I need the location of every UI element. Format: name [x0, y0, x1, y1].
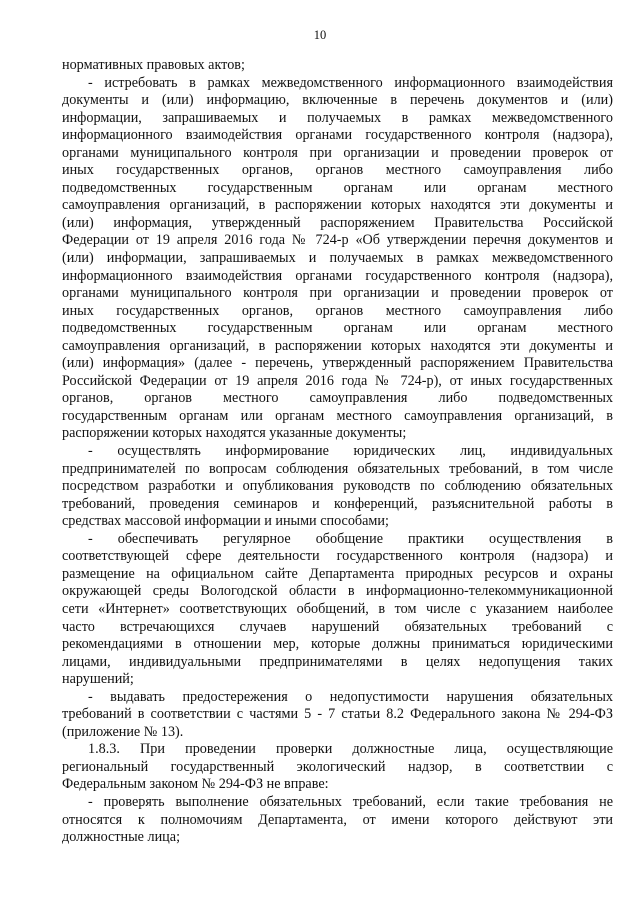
- text-line: - осуществлять информирование юридических лиц, индивидуальных: [88, 443, 613, 460]
- text-line: требований, проведения семинаров и конференций, разъяснительной работы в: [62, 495, 613, 512]
- text-line: органов, органов местного самоуправления либо подведомственных: [62, 390, 613, 407]
- text-line: подведомственных государственным органам или органам местного: [62, 320, 613, 337]
- page-number: 10: [313, 28, 327, 42]
- text-line: региональный государственный экологический надзор, в соответствии с: [62, 758, 613, 775]
- text-line: самоуправления организаций, в распоряжении которых находятся эти документы и: [62, 337, 613, 354]
- text-line: (приложение № 13).: [62, 723, 184, 740]
- text-line: 1.8.3. При проведении проверки должностные лица, осуществляющие: [88, 741, 613, 758]
- text-line: размещение на официальном сайте Департамента природных ресурсов и охраны: [62, 565, 613, 582]
- text-line: лицами, индивидуальными предпринимателями в целях недопущения таких: [62, 653, 613, 670]
- text-line: - обеспечивать регулярное обобщение практики осуществления в: [88, 530, 613, 547]
- text-line: посредством разработки и опубликования руководств по соблюдению обязательных: [62, 478, 613, 495]
- text-line: относятся к полномочиям Департамента, от имени которого действуют эти: [62, 811, 613, 828]
- text-line: (или) информации, запрашиваемых и получаемых в рамках межведомственного: [62, 250, 613, 267]
- text-line: должностные лица;: [62, 829, 181, 846]
- text-line: иных государственных органов, органов местного самоуправления либо: [62, 302, 613, 319]
- text-line: органами муниципального контроля при организации и проведении проверок от: [62, 285, 613, 302]
- text-line: (или) информация, утвержденный распоряжением Правительства Российской: [62, 214, 613, 231]
- text-line: Федерации от 19 апреля 2016 года № 724-р «Об утверждении перечня документов и: [62, 232, 613, 249]
- text-line: предпринимателей по вопросам соблюдения обязательных требований, в том числе: [62, 460, 613, 477]
- text-line: органами муниципального контроля при организации и проведении проверок от: [62, 144, 613, 161]
- text-line: соответствующей сфере деятельности государственного контроля (надзора) и: [62, 548, 613, 565]
- text-line: окружающей среды Вологодской области в информационно-телекоммуникационной: [62, 583, 613, 600]
- text-line: - выдавать предостережения о недопустимости нарушения обязательных: [88, 688, 613, 705]
- text-line: требований в соответствии с частями 5 - 7 статьи 8.2 Федерального закона № 294-ФЗ: [62, 706, 613, 723]
- text-line: подведомственных государственным органам или органам местного: [62, 179, 613, 196]
- text-line: - истребовать в рамках межведомственного информационного взаимодействия: [88, 74, 613, 91]
- text-line: информационного взаимодействия органами государственного контроля (надзора),: [62, 127, 613, 144]
- document-body: [62, 57, 613, 847]
- text-line: Федеральным законом № 294-ФЗ не вправе:: [62, 776, 329, 793]
- text-line: (или) информация» (далее - перечень, утвержденный распоряжением Правительства: [62, 355, 613, 372]
- text-line: часто встречающихся случаев нарушений обязательных требований с: [62, 618, 613, 635]
- text-line: иных государственных органов, органов местного самоуправления либо: [62, 162, 613, 179]
- text-line: Российской Федерации от 19 апреля 2016 года № 724-р), от иных государственных: [62, 372, 613, 389]
- text-line: нарушений;: [62, 671, 134, 688]
- text-line: информационного взаимодействия органами государственного контроля (надзора),: [62, 267, 613, 284]
- text-line: государственным органам или органам местного самоуправления организаций, в: [62, 407, 613, 424]
- text-line: нормативных правовых актов;: [62, 57, 245, 73]
- text-line: документы и (или) информацию, включенные в перечень документов и (или): [62, 92, 613, 109]
- text-line: рекомендациями в отношении мер, которые должны приниматься юридическими: [62, 636, 613, 653]
- text-line: - проверять выполнение обязательных требований, если такие требования не: [88, 793, 613, 810]
- text-line: распоряжении которых находятся указанные документы;: [62, 425, 407, 442]
- text-line: информации, запрашиваемых и получаемых в рамках межведомственного: [62, 109, 613, 126]
- text-line: сети «Интернет» соответствующих обобщений, в том числе с указанием наиболее: [62, 600, 613, 617]
- text-line: самоуправления организаций, в распоряжении которых находятся эти документы и: [62, 197, 613, 214]
- text-line: средствах массовой информации и иными способами;: [62, 513, 389, 530]
